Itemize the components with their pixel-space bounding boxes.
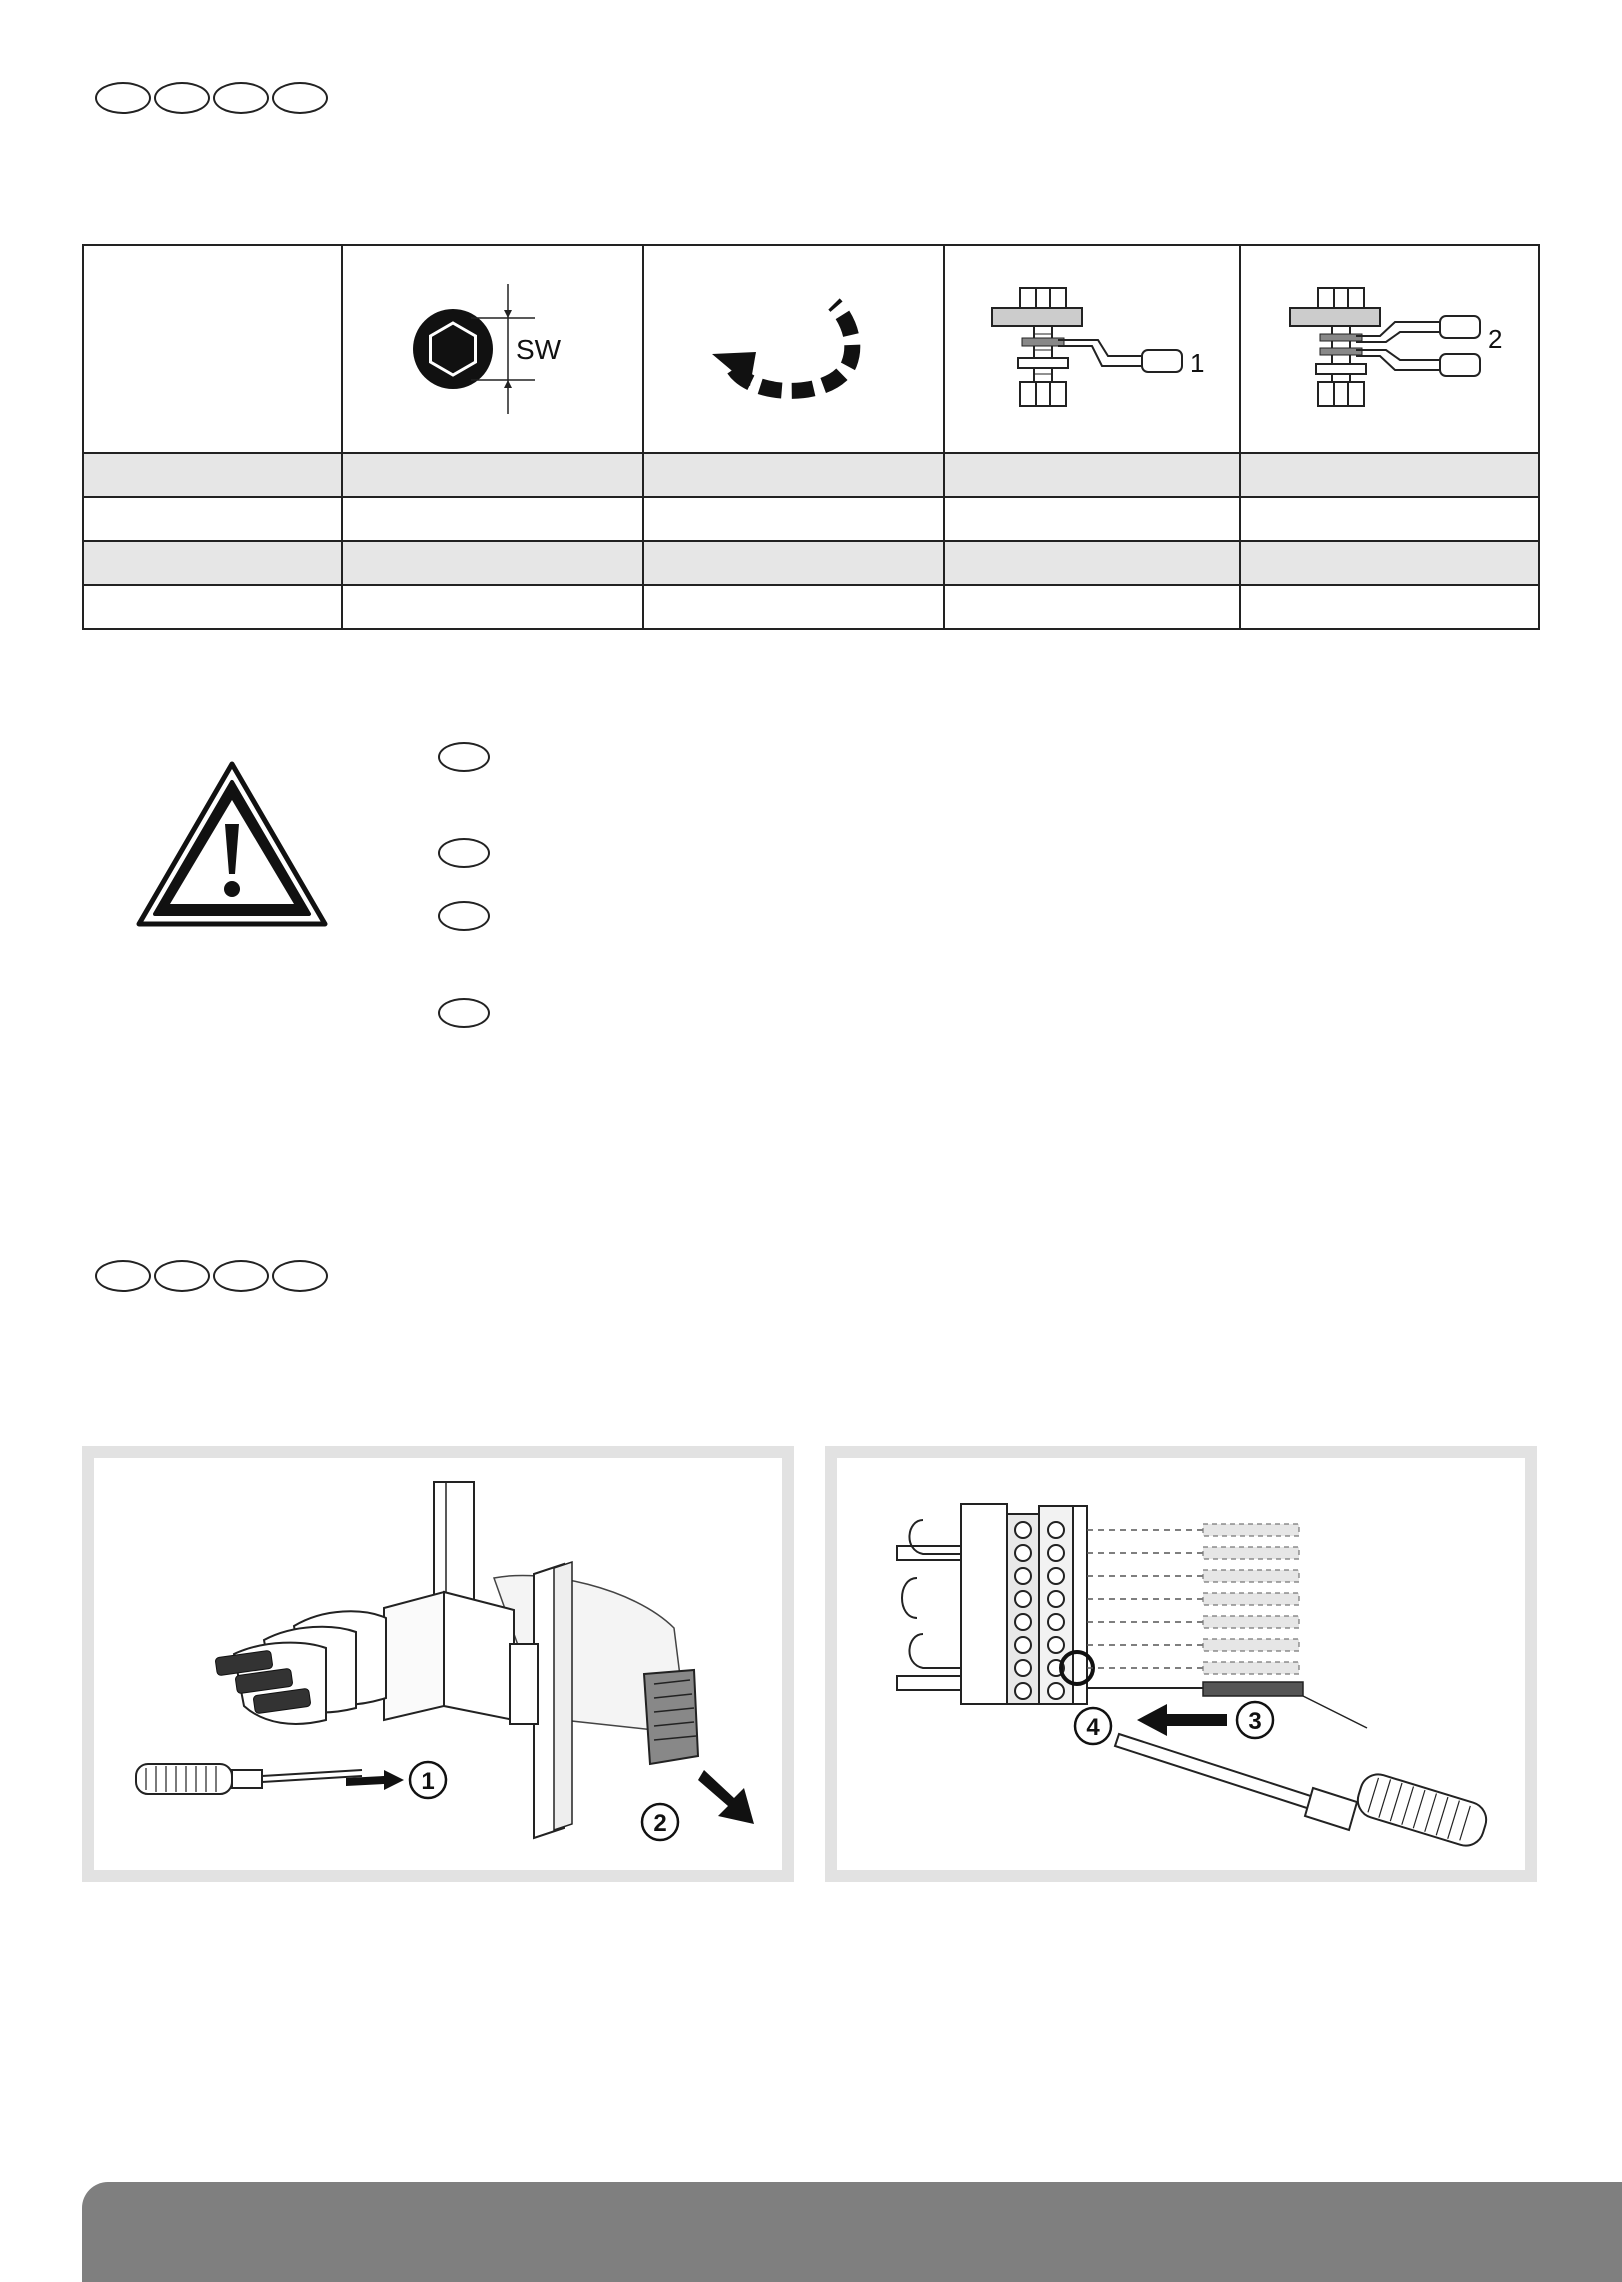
- wrench-size-label: SW: [515, 334, 561, 365]
- language-badge: [438, 838, 490, 868]
- language-badge: [272, 82, 328, 114]
- table-cell: [944, 497, 1240, 541]
- table-cell: [944, 541, 1240, 585]
- table-cell: [643, 497, 944, 541]
- callout-4: 4: [1086, 1714, 1100, 1741]
- hex-wrench-size-icon: [383, 274, 603, 424]
- double-cable-label: 2: [1487, 324, 1502, 354]
- language-badge: [95, 1260, 151, 1292]
- torque-spec-table: [82, 244, 1540, 630]
- header-cell-wrench: [342, 245, 643, 453]
- single-cable-bolt-icon: [962, 274, 1222, 424]
- language-badge: [95, 82, 151, 114]
- table-row: [83, 541, 1539, 585]
- table-cell: [342, 497, 643, 541]
- table-row: [83, 585, 1539, 629]
- terminal-wire-release-illustration: [837, 1458, 1525, 1870]
- table-cell: [1240, 585, 1539, 629]
- table-cell: [1240, 497, 1539, 541]
- table-cell: [83, 497, 342, 541]
- callout-1: 1: [421, 1768, 435, 1795]
- table-cell: [83, 541, 342, 585]
- table-cell: [342, 541, 643, 585]
- table-row: [83, 497, 1539, 541]
- header-cell-single-cable: [944, 245, 1240, 453]
- language-badge: [154, 82, 210, 114]
- footer-bar: [82, 2182, 1622, 2282]
- language-badge: [438, 742, 490, 772]
- language-badges-top: [95, 82, 328, 114]
- callout-2: 2: [653, 1810, 667, 1837]
- table-cell: [83, 453, 342, 497]
- language-badge: [213, 1260, 269, 1292]
- connector-removal-figure: [82, 1446, 794, 1882]
- table-cell: [83, 585, 342, 629]
- table-cell: [1240, 453, 1539, 497]
- header-cell-double-cable: [1240, 245, 1539, 453]
- header-cell-empty: [83, 245, 342, 453]
- callout-3: 3: [1248, 1708, 1262, 1735]
- table-cell: [643, 585, 944, 629]
- table-header-row: [83, 245, 1539, 453]
- language-badge: [272, 1260, 328, 1292]
- language-badge: [213, 82, 269, 114]
- header-cell-rotation: [643, 245, 944, 453]
- terminal-wire-release-figure: [825, 1446, 1537, 1882]
- table-cell: [342, 585, 643, 629]
- connector-removal-illustration: [94, 1458, 782, 1870]
- language-badges-mid: [95, 1260, 328, 1292]
- table-cell: [643, 453, 944, 497]
- rotation-arrow-icon: [684, 274, 904, 424]
- table-cell: [342, 453, 643, 497]
- table-cell: [944, 585, 1240, 629]
- language-badge: [154, 1260, 210, 1292]
- language-badge: [438, 998, 490, 1028]
- single-cable-label: 1: [1190, 348, 1205, 378]
- table-cell: [643, 541, 944, 585]
- language-badge: [438, 901, 490, 931]
- table-cell: [944, 453, 1240, 497]
- double-cable-bolt-icon: [1260, 274, 1520, 424]
- table-row: [83, 453, 1539, 497]
- warning-icon: [135, 758, 330, 933]
- table-cell: [1240, 541, 1539, 585]
